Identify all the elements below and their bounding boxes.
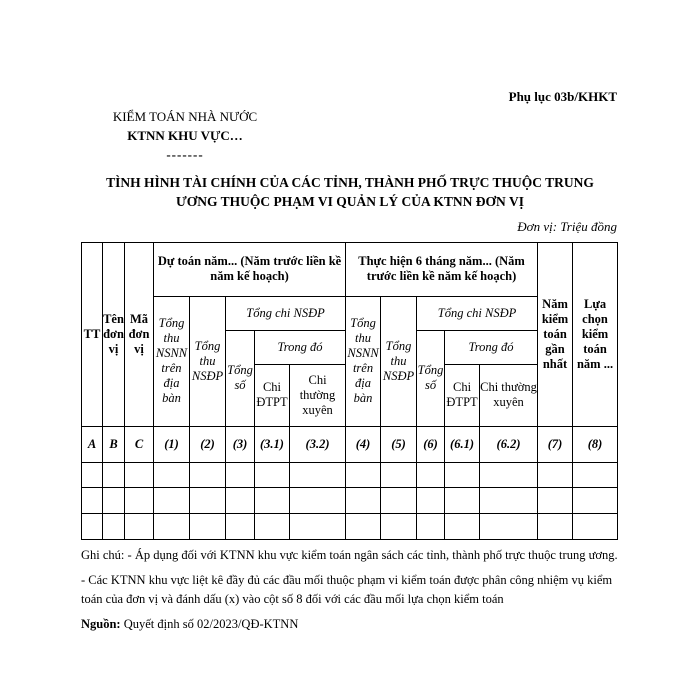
code-cell: (7): [538, 426, 573, 462]
empty-cell[interactable]: [103, 514, 125, 540]
appendix-label: Phụ lục 03b/KHKT: [508, 89, 617, 104]
note-1: [81, 546, 621, 565]
empty-cell[interactable]: [103, 462, 125, 488]
code-cell: B: [103, 426, 125, 462]
empty-cell[interactable]: [445, 462, 480, 488]
empty-cell[interactable]: [445, 488, 480, 514]
empty-cell[interactable]: [290, 514, 346, 540]
empty-cell[interactable]: [82, 462, 103, 488]
source-label: Nguồn:: [81, 617, 121, 631]
header-of-which: Trong đó: [255, 330, 346, 364]
code-cell: (3.2): [290, 426, 346, 462]
empty-cell[interactable]: [538, 514, 573, 540]
code-cell: (4): [346, 426, 381, 462]
header-estimate: Dự toán năm... (Năm trước liền kề năm kế hoạch): [154, 243, 346, 297]
title-line-1: TÌNH HÌNH TÀI CHÍNH CỦA CÁC TỈNH, THÀNH PHỐ TRỰC THUỘC TRUNG: [106, 175, 594, 190]
empty-cell[interactable]: [125, 488, 154, 514]
header-total-local-expenditure: Tổng chi NSĐP: [226, 296, 346, 330]
empty-cell[interactable]: [226, 514, 255, 540]
empty-cell[interactable]: [417, 514, 445, 540]
empty-cell[interactable]: [538, 462, 573, 488]
empty-cell[interactable]: [82, 514, 103, 540]
table-row: [82, 514, 618, 540]
empty-cell[interactable]: [346, 488, 381, 514]
empty-cell[interactable]: [255, 462, 290, 488]
note-1-label: Ghi chú:: [81, 548, 125, 562]
empty-cell[interactable]: [125, 462, 154, 488]
empty-cell[interactable]: [125, 514, 154, 540]
header-tt: TT: [82, 243, 103, 427]
header-audit-selection: Lựa chọn kiểm toán năm ...: [573, 243, 618, 427]
empty-cell[interactable]: [346, 462, 381, 488]
empty-cell[interactable]: [346, 514, 381, 540]
header-development-investment: Chi ĐTPT: [255, 364, 290, 426]
header-last-audit-year: Năm kiểm toán gần nhất: [538, 243, 573, 427]
empty-cell[interactable]: [82, 488, 103, 514]
header-unit-name: Tên đơn vị: [103, 243, 125, 427]
empty-cell[interactable]: [103, 488, 125, 514]
empty-cell[interactable]: [154, 488, 190, 514]
empty-cell[interactable]: [154, 462, 190, 488]
empty-cell[interactable]: [381, 488, 417, 514]
header-development-investment-actual: Chi ĐTPT: [445, 364, 480, 426]
code-cell: (6.2): [480, 426, 538, 462]
header-total-count: Tổng số: [226, 330, 255, 426]
empty-cell[interactable]: [226, 488, 255, 514]
header-unit-code: Mã đơn vị: [125, 243, 154, 427]
empty-cell[interactable]: [480, 462, 538, 488]
code-cell: C: [125, 426, 154, 462]
organization-header: [85, 107, 285, 164]
empty-cell[interactable]: [226, 462, 255, 488]
table-row: [82, 488, 618, 514]
title-line-2: ƯƠNG THUỘC PHẠM VI QUẢN LÝ CỦA KTNN ĐƠN VỊ: [176, 194, 524, 209]
empty-cell[interactable]: [190, 462, 226, 488]
empty-cell[interactable]: [190, 488, 226, 514]
empty-cell[interactable]: [290, 488, 346, 514]
empty-cell[interactable]: [417, 488, 445, 514]
notes-section: [81, 546, 621, 640]
header-total-local-expenditure-actual: Tổng chi NSĐP: [417, 296, 538, 330]
code-cell: (3.1): [255, 426, 290, 462]
empty-cell[interactable]: [381, 462, 417, 488]
header-total-local-revenue: Tổng thu NSĐP: [190, 296, 226, 426]
empty-cell[interactable]: [480, 514, 538, 540]
empty-cell[interactable]: [573, 462, 618, 488]
empty-cell[interactable]: [154, 514, 190, 540]
code-cell: (2): [190, 426, 226, 462]
header-recurrent-expenditure-actual: Chi thường xuyên: [480, 364, 538, 426]
org-divider: -------: [166, 147, 204, 162]
code-cell: (3): [226, 426, 255, 462]
empty-cell[interactable]: [255, 488, 290, 514]
empty-cell[interactable]: [538, 488, 573, 514]
unit-label: Đơn vị: Triệu đồng: [517, 219, 617, 234]
header-total-state-revenue: Tổng thu NSNN trên địa bàn: [154, 296, 190, 426]
empty-cell[interactable]: [573, 488, 618, 514]
header-recurrent-expenditure: Chi thường xuyên: [290, 364, 346, 426]
code-cell: (1): [154, 426, 190, 462]
finance-table: [81, 242, 618, 540]
note-2: - Các KTNN khu vực liệt kê đầy đủ các đầu mối thuộc phạm vi kiểm toán được phân công nhiệm vụ kiểm toán của đơn vị và đánh dấu (x) vào cột số 8 đối với các đầu mối lựa chọn kiểm toán: [81, 573, 613, 606]
header-total-local-revenue-actual: Tổng thu NSĐP: [381, 296, 417, 426]
table-row: [82, 462, 618, 488]
code-cell: (5): [381, 426, 417, 462]
source-note: [81, 615, 621, 634]
code-cell: (6): [417, 426, 445, 462]
note-1-text: - Áp dụng đối với KTNN khu vực kiểm toán ngân sách các tỉnh, thành phố trực thuộc trung ương.: [124, 548, 618, 562]
empty-cell[interactable]: [480, 488, 538, 514]
source-text: Quyết định số 02/2023/QĐ-KTNN: [120, 617, 299, 631]
header-total-state-revenue-actual: Tổng thu NSNN trên địa bàn: [346, 296, 381, 426]
empty-cell[interactable]: [255, 514, 290, 540]
empty-cell[interactable]: [417, 462, 445, 488]
empty-cell[interactable]: [573, 514, 618, 540]
empty-cell[interactable]: [290, 462, 346, 488]
code-cell: A: [82, 426, 103, 462]
empty-cell[interactable]: [190, 514, 226, 540]
header-total-count-actual: Tổng số: [417, 330, 445, 426]
empty-cell[interactable]: [381, 514, 417, 540]
empty-cell[interactable]: [445, 514, 480, 540]
header-of-which-actual: Trong đó: [445, 330, 538, 364]
org-name: KIỂM TOÁN NHÀ NƯỚC: [112, 109, 258, 124]
code-cell: (6.1): [445, 426, 480, 462]
header-actual-6-months: Thực hiện 6 tháng năm... (Năm trước liền kề năm kế hoạch): [346, 243, 538, 297]
org-region: KTNN KHU VỰC…: [127, 128, 243, 143]
code-cell: (8): [573, 426, 618, 462]
document-title: [60, 173, 640, 211]
